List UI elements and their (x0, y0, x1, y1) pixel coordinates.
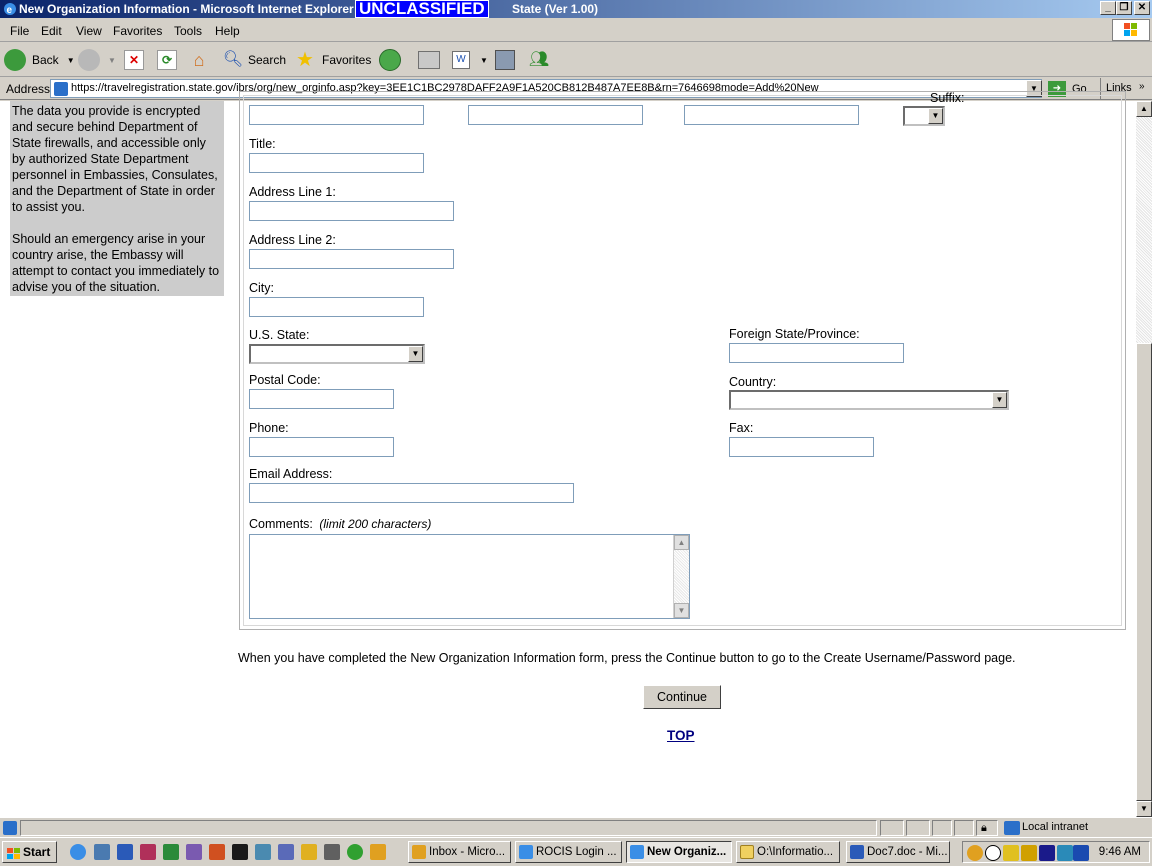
ie-icon (3, 2, 17, 16)
start-button[interactable] (2, 841, 57, 863)
windows-logo-icon (1112, 19, 1150, 41)
top-link[interactable]: TOP (667, 728, 695, 743)
links-button[interactable]: Links (1106, 82, 1132, 94)
ie-icon (630, 845, 644, 859)
status-bar (0, 817, 1152, 837)
go-arrow-icon: ➜ (1048, 81, 1066, 97)
app2-quicklaunch-icon[interactable] (255, 844, 271, 860)
research-button[interactable] (495, 47, 515, 73)
title-input[interactable] (249, 153, 424, 173)
window-title-suffix: State (Ver 1.00) (512, 2, 599, 16)
app5-quicklaunch-icon[interactable] (324, 844, 340, 860)
clock: 9:46 AM (1098, 846, 1141, 858)
folder-icon (740, 845, 754, 859)
history-icon (379, 49, 401, 71)
word-quicklaunch-icon[interactable] (117, 844, 133, 860)
tray-app3-icon[interactable] (1057, 845, 1073, 861)
security-zone: Local intranet (1022, 821, 1089, 833)
address1-label: Address Line 1: (249, 185, 336, 199)
phone-label: Phone: (249, 421, 289, 435)
page-content (0, 91, 1136, 817)
city-input[interactable] (249, 297, 424, 317)
window-title: New Organization Information - Microsoft Internet Explorer (19, 2, 354, 16)
us-state-label: U.S. State: (249, 328, 310, 342)
comments-textarea[interactable] (249, 534, 690, 619)
task-label: Inbox - Micro... (429, 846, 506, 858)
fax-input[interactable] (729, 437, 874, 457)
svg-text:e: e (6, 5, 13, 16)
task-label: Doc7.doc - Mi... (867, 846, 948, 858)
back-button[interactable] (4, 47, 75, 73)
history-button[interactable] (379, 47, 401, 73)
minimize-button[interactable]: _ (1100, 1, 1116, 15)
country-select[interactable] (729, 390, 1009, 410)
desktop-quicklaunch-icon[interactable] (232, 844, 248, 860)
task-folder[interactable] (736, 841, 840, 863)
chevron-down-icon: ▼ (928, 108, 943, 124)
task-label: ROCIS Login ... (536, 846, 617, 858)
comments-hint: (limit 200 characters) (319, 517, 432, 531)
menu-edit[interactable]: Edit (41, 24, 62, 38)
print-button[interactable] (418, 47, 440, 73)
chevron-down-icon: ▼ (408, 346, 423, 362)
ie-quicklaunch-icon[interactable] (70, 844, 86, 860)
app-quicklaunch-icon[interactable] (186, 844, 202, 860)
phone-input[interactable] (249, 437, 394, 457)
title-bar (0, 0, 1152, 18)
research-icon (495, 50, 515, 70)
form-instructions: When you have completed the New Organization Information form, press the Continue button to go to the Create Username/Password page. (238, 651, 1016, 665)
messenger-button[interactable] (528, 47, 550, 73)
foreign-state-input[interactable] (729, 343, 904, 363)
status-text-cell (20, 820, 877, 836)
home-button[interactable] (188, 47, 210, 73)
address1-input[interactable] (249, 201, 454, 221)
search-label: Search (248, 53, 287, 67)
media-player-quicklaunch-icon[interactable] (347, 844, 363, 860)
app4-quicklaunch-icon[interactable] (301, 844, 317, 860)
home-icon: ⌂ (193, 50, 205, 70)
menu-file[interactable]: File (10, 24, 30, 38)
us-state-select[interactable] (249, 344, 425, 364)
scroll-up-icon[interactable]: ▲ (674, 535, 689, 550)
windows-flag-icon (7, 846, 20, 858)
country-label: Country: (729, 375, 777, 389)
classification-banner: UNCLASSIFIED (355, 0, 489, 18)
menu-bar (0, 18, 1152, 42)
address-url: https://travelregistration.state.gov/ibrs/org/new_orginfo.asp?key=3EE1C1BC2978DAFF2A9F1A520CB812B487A7EE8B&rn=7646698mode=Add%20New (71, 82, 819, 94)
email-input[interactable] (249, 483, 574, 503)
word-icon (850, 845, 864, 859)
emergency-note-paragraph: Should an emergency arise in your country arise, the Embassy will attempt to contact you immediately to advise you of the situation. (12, 232, 220, 294)
powerpoint-quicklaunch-icon[interactable] (209, 844, 225, 860)
refresh-icon: ⟳ (157, 50, 177, 70)
address-label: Address (6, 82, 51, 96)
title-label: Title: (249, 137, 276, 151)
back-label: Back (32, 53, 59, 67)
favorites-label: Favorites (322, 53, 372, 67)
refresh-button[interactable] (157, 47, 177, 73)
scroll-down-icon[interactable]: ▼ (1136, 801, 1152, 817)
printer-icon (418, 51, 440, 69)
scroll-up-icon[interactable]: ▲ (1136, 101, 1152, 117)
back-arrow-icon (4, 49, 26, 71)
tray-app2-icon[interactable] (1039, 845, 1055, 861)
toolbar (0, 43, 1152, 77)
task-new-organization[interactable] (626, 841, 732, 863)
scroll-thumb[interactable] (1136, 343, 1152, 801)
star-icon: ★ (296, 49, 314, 71)
close-button[interactable]: ✕ (1134, 1, 1150, 15)
task-label: O:\Informatio... (757, 846, 834, 858)
search-icon: 🔍︎ (222, 51, 244, 68)
menu-tools[interactable]: Tools (174, 24, 203, 38)
suffix-label: Suffix: (930, 91, 965, 105)
stop-button[interactable] (124, 47, 144, 73)
ie-icon (519, 845, 533, 859)
menu-view[interactable]: View (76, 24, 102, 38)
comments-label (249, 517, 431, 531)
menu-help[interactable]: Help (215, 24, 240, 38)
outlook-icon (412, 845, 426, 859)
textarea-scrollbar[interactable] (673, 535, 689, 618)
middle-name-input[interactable] (468, 105, 643, 125)
word-icon: W (452, 51, 470, 69)
go-label: Go (1072, 82, 1087, 95)
outlook-quicklaunch-icon[interactable] (94, 844, 110, 860)
last-name-input[interactable] (684, 105, 859, 125)
app6-quicklaunch-icon[interactable] (370, 844, 386, 860)
tray-app-icon[interactable] (1021, 845, 1037, 861)
postal-code-input[interactable] (249, 389, 394, 409)
security-note-paragraph: The data you provide is encrypted and secure behind Department of State firewalls, and accessible only by authorized State Department personnel in Embassies, Consulates, and the Department of State in order to assist you. (12, 104, 218, 214)
address2-label: Address Line 2: (249, 233, 336, 247)
task-inbox[interactable] (408, 841, 511, 863)
fax-label: Fax: (729, 421, 754, 435)
first-name-input[interactable] (249, 105, 424, 125)
tray-alert-icon[interactable] (985, 845, 1001, 861)
tray-key-icon[interactable] (1003, 845, 1019, 861)
postal-code-label: Postal Code: (249, 373, 321, 387)
page-status-icon (3, 821, 17, 835)
security-note (10, 101, 224, 296)
scroll-down-icon[interactable]: ▼ (674, 603, 689, 618)
chevron-down-icon: ▼ (480, 55, 488, 65)
tray-network-icon[interactable] (1073, 845, 1089, 861)
stop-icon: ✕ (124, 50, 144, 70)
task-rocis-login[interactable] (515, 841, 622, 863)
task-doc7[interactable] (846, 841, 950, 863)
restore-button[interactable]: ❐ (1116, 1, 1132, 15)
comments-label-text: Comments: (249, 517, 313, 531)
access-quicklaunch-icon[interactable] (140, 844, 156, 860)
page-scrollbar[interactable] (1136, 101, 1152, 817)
lock-icon: 🔒︎ (981, 822, 987, 834)
continue-button[interactable]: Continue (643, 685, 721, 709)
system-tray (962, 841, 1150, 863)
chevron-right-icon[interactable]: » (1139, 81, 1145, 92)
address-dropdown-button[interactable]: ▼ (1026, 80, 1042, 97)
intranet-icon (1004, 821, 1020, 835)
suffix-select[interactable] (903, 106, 945, 126)
chevron-down-icon: ▼ (66, 55, 75, 65)
excel-quicklaunch-icon[interactable] (163, 844, 179, 860)
favorites-button[interactable] (294, 47, 371, 73)
taskbar (0, 837, 1152, 864)
chevron-down-icon: ▼ (108, 55, 116, 65)
forward-button[interactable] (78, 47, 116, 73)
foreign-state-label: Foreign State/Province: (729, 327, 860, 341)
app3-quicklaunch-icon[interactable] (278, 844, 294, 860)
page-icon (54, 82, 68, 96)
forward-arrow-icon (78, 49, 100, 71)
email-label: Email Address: (249, 467, 333, 481)
city-label: City: (249, 281, 274, 295)
start-label: Start (23, 845, 51, 859)
search-button[interactable] (222, 47, 286, 73)
edit-button[interactable] (452, 47, 488, 73)
address2-input[interactable] (249, 249, 454, 269)
chevron-down-icon: ▼ (992, 392, 1007, 408)
tray-clock-icon[interactable] (967, 845, 983, 861)
menu-favorites[interactable]: Favorites (113, 24, 163, 38)
task-label: New Organiz... (647, 846, 727, 858)
messenger-icon: 👥︎ (528, 51, 550, 68)
